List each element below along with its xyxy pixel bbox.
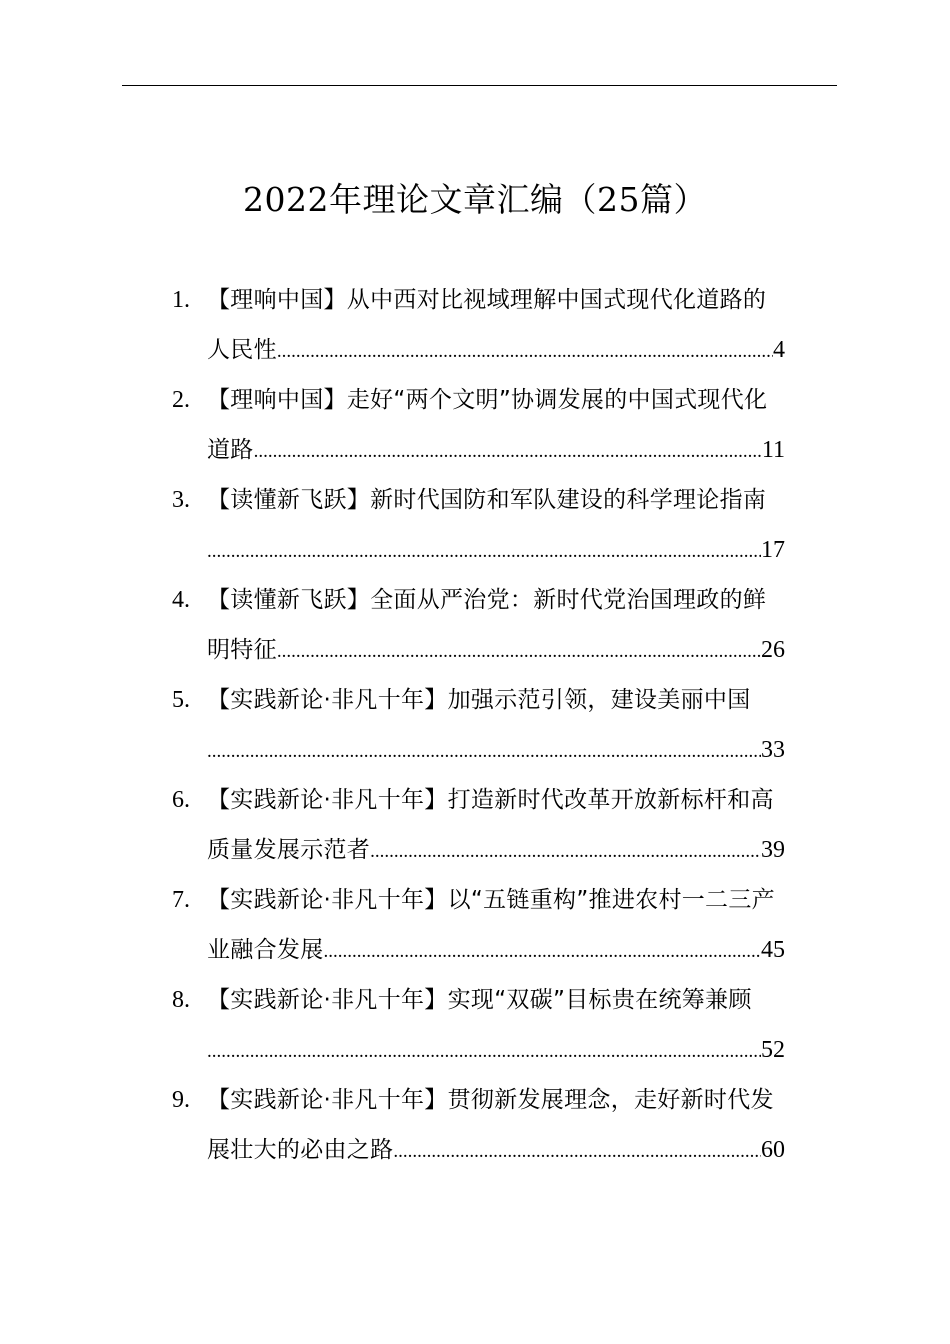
toc-entry-title: 【读懂新飞跃】新时代国防和军队建设的科学理论指南 <box>207 487 767 513</box>
header-rule <box>122 85 837 86</box>
toc-entry-continuation <box>207 525 785 575</box>
toc-entry-number: 3. <box>172 487 190 513</box>
toc-entry-title: 【实践新论·非凡十年】打造新时代改革开放新标杆和高 <box>207 787 774 813</box>
toc-page-number: 60 <box>761 1137 785 1163</box>
toc-page-number: 45 <box>761 937 785 963</box>
toc-entry-number: 5. <box>172 687 190 713</box>
toc-entry-number: 1. <box>172 287 190 313</box>
toc-entry-title-cont: 展壮大的必由之路 <box>207 1137 394 1163</box>
toc-entry-8[interactable] <box>0 975 950 1075</box>
toc-entry-number: 6. <box>172 787 190 813</box>
toc-entry-number: 9. <box>172 1087 190 1113</box>
toc-entry-title-cont: 业融合发展 <box>207 937 324 963</box>
toc-entry-title-cont: 质量发展示范者 <box>207 837 371 863</box>
toc-entry-number: 4. <box>172 587 190 613</box>
dot-leader <box>277 627 761 677</box>
dot-leader <box>207 1027 761 1077</box>
dot-leader <box>393 1127 761 1177</box>
toc-entry-title: 【实践新论·非凡十年】贯彻新发展理念，走好新时代发 <box>207 1087 774 1113</box>
toc-entry-title: 【理响中国】走好“两个文明”协调发展的中国式现代化 <box>207 387 768 413</box>
toc-entry-continuation <box>207 1125 785 1175</box>
toc-entry-continuation <box>207 725 785 775</box>
toc-entry-number: 7. <box>172 887 190 913</box>
toc-entry-continuation <box>207 625 785 675</box>
toc-entry-4[interactable] <box>0 575 950 675</box>
dot-leader <box>207 727 761 777</box>
toc-entry-6[interactable] <box>0 775 950 875</box>
toc-entry-title-cont: 道路 <box>207 437 254 463</box>
toc-entry-continuation <box>207 425 785 475</box>
toc-entry-continuation <box>207 325 785 375</box>
toc-page-number: 33 <box>761 737 785 763</box>
dot-leader <box>254 427 762 477</box>
toc-entry-title: 【实践新论·非凡十年】加强示范引领，建设美丽中国 <box>207 687 751 713</box>
dot-leader <box>207 527 761 577</box>
toc-entry-continuation <box>207 925 785 975</box>
toc-entry-continuation <box>207 825 785 875</box>
toc-entry-title: 【读懂新飞跃】全面从严治党：新时代党治国理政的鲜 <box>207 587 767 613</box>
toc-page-number: 52 <box>761 1037 785 1063</box>
toc-entry-number: 8. <box>172 987 190 1013</box>
toc-entry-2[interactable] <box>0 375 950 475</box>
toc-entry-5[interactable] <box>0 675 950 775</box>
toc-page-number: 26 <box>761 637 785 663</box>
toc-entry-number: 2. <box>172 387 190 413</box>
toc-entry-title-cont: 人民性 <box>207 337 277 363</box>
toc-page-number: 11 <box>761 437 785 463</box>
toc-entry-1[interactable] <box>0 275 950 375</box>
dot-leader <box>324 927 762 977</box>
toc-entry-title: 【实践新论·非凡十年】实现“双碳”目标贵在统筹兼顾 <box>207 987 752 1013</box>
toc-entry-continuation <box>207 1025 785 1075</box>
toc-entry-9[interactable] <box>0 1075 950 1175</box>
toc-entry-title: 【理响中国】从中西对比视域理解中国式现代化道路的 <box>207 287 767 313</box>
document-title: 2022年理论文章汇编（25篇） <box>243 180 707 219</box>
toc-page-number: 4 <box>773 337 785 363</box>
toc-entry-title: 【实践新论·非凡十年】以“五链重构”推进农村一二三产 <box>207 887 775 913</box>
toc-entry-3[interactable] <box>0 475 950 575</box>
dot-leader <box>370 827 761 877</box>
toc-page-number: 17 <box>761 537 785 563</box>
toc-page-number: 39 <box>761 837 785 863</box>
toc-entry-title-cont: 明特征 <box>207 637 277 663</box>
toc-entry-7[interactable] <box>0 875 950 975</box>
dot-leader <box>277 327 773 377</box>
